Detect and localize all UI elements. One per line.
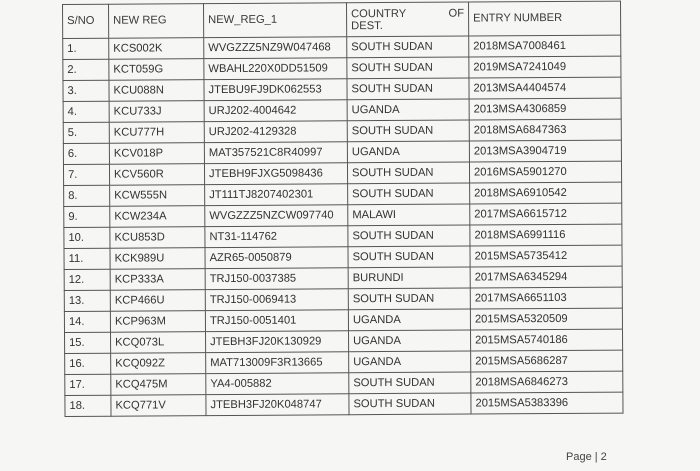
header-new-reg: NEW REG <box>109 4 204 39</box>
cell-country: UGANDA <box>348 309 470 331</box>
cell-new-reg: KCQ073L <box>111 332 206 354</box>
cell-new-reg-1: JTEBH3FJ20K048747 <box>206 394 349 416</box>
cell-country: SOUTH SUDAN <box>347 36 469 58</box>
cell-sno: 4. <box>63 101 109 122</box>
cell-sno: 2. <box>63 59 109 80</box>
cell-new-reg: KCU853D <box>110 227 205 249</box>
header-of-word: OF <box>448 7 465 20</box>
cell-new-reg: KCQ475M <box>111 374 206 396</box>
cell-new-reg-1: YA4-005882 <box>206 373 349 395</box>
cell-entry-number: 2015MSA5740186 <box>470 329 622 351</box>
cell-entry-number: 2017MSA6651103 <box>470 287 622 309</box>
cell-new-reg: KCU777H <box>109 122 204 144</box>
cell-new-reg-1: WBAHL220X0DD51509 <box>204 58 347 80</box>
cell-entry-number: 2018MSA6991116 <box>470 224 622 246</box>
cell-new-reg-1: JT111TJ8207402301 <box>205 184 348 206</box>
cell-sno: 6. <box>63 143 109 164</box>
cell-new-reg-1: WVGZZZ5NZ9W047468 <box>204 37 347 59</box>
cell-sno: 15. <box>65 332 111 353</box>
cell-new-reg-1: TRJ150-0051401 <box>205 310 348 332</box>
cell-sno: 12. <box>64 269 110 290</box>
cell-country: SOUTH SUDAN <box>347 120 469 142</box>
cell-country: SOUTH SUDAN <box>347 162 469 184</box>
cell-new-reg: KCQ771V <box>111 395 206 417</box>
cell-sno: 16. <box>65 353 111 374</box>
cell-new-reg: KCP333A <box>110 269 205 291</box>
header-new-reg-1: NEW_REG_1 <box>204 3 347 38</box>
cell-new-reg: KCV560R <box>109 164 204 186</box>
cell-new-reg-1: URJ202-4004642 <box>204 100 347 122</box>
cell-entry-number: 2015MSA5320509 <box>470 308 622 330</box>
cell-entry-number: 2015MSA5686287 <box>471 350 623 372</box>
cell-country: UGANDA <box>347 141 469 163</box>
cell-new-reg-1: JTEBU9FJ9DK062553 <box>204 79 347 101</box>
cell-new-reg: KCP963M <box>110 311 205 333</box>
header-dest-word: DEST. <box>351 19 383 32</box>
cell-country: BURUNDI <box>348 267 470 289</box>
cell-country: MALAWI <box>348 204 470 226</box>
cell-sno: 10. <box>64 227 110 248</box>
cell-new-reg: KCK989U <box>110 248 205 270</box>
cell-sno: 18. <box>65 395 111 416</box>
cell-sno: 3. <box>63 80 109 101</box>
cell-country: UGANDA <box>347 99 469 121</box>
table-header-row <box>63 1 621 38</box>
cell-new-reg-1: TRJ150-0037385 <box>205 268 348 290</box>
cell-entry-number: 2017MSA6615712 <box>470 203 622 225</box>
cell-new-reg: KCW555N <box>110 185 205 207</box>
cell-new-reg: KCP466U <box>110 290 205 312</box>
cell-new-reg: KCU088N <box>109 80 204 102</box>
table-body <box>63 35 623 416</box>
cell-new-reg-1: JTEBH9FJXG5098436 <box>204 163 347 185</box>
page-number: Page | 2 <box>566 451 607 463</box>
cell-new-reg-1: AZR65-0050879 <box>205 247 348 269</box>
cell-country: SOUTH SUDAN <box>347 57 469 79</box>
cell-entry-number: 2018MSA7008461 <box>469 35 621 57</box>
cell-country: SOUTH SUDAN <box>348 246 470 268</box>
cell-new-reg-1: WVGZZZ5NZCW097740 <box>205 205 348 227</box>
cell-new-reg-1: NT31-114762 <box>205 226 348 248</box>
header-sno: S/NO <box>63 4 109 38</box>
cell-country: SOUTH SUDAN <box>349 372 471 394</box>
cell-new-reg-1: MAT357521C8R40997 <box>204 142 347 164</box>
cell-new-reg-1: JTEBH3FJ20K130929 <box>206 331 349 353</box>
cell-country: UGANDA <box>349 351 471 373</box>
cell-new-reg-1: MAT713009F3R13665 <box>206 352 349 374</box>
header-country-of-dest <box>346 2 468 37</box>
cell-entry-number: 2015MSA5383396 <box>471 392 623 414</box>
cell-sno: 17. <box>65 374 111 395</box>
cell-new-reg-1: TRJ150-0069413 <box>205 289 348 311</box>
cell-entry-number: 2016MSA5901270 <box>469 161 621 183</box>
cell-entry-number: 2015MSA5735412 <box>470 245 622 267</box>
cell-new-reg: KCQ092Z <box>111 353 206 375</box>
cell-entry-number: 2013MSA4404574 <box>469 77 621 99</box>
registration-table <box>62 1 624 417</box>
cell-new-reg: KCS002K <box>109 38 204 60</box>
cell-country: SOUTH SUDAN <box>348 225 470 247</box>
cell-country: SOUTH SUDAN <box>348 288 470 310</box>
cell-country: SOUTH SUDAN <box>347 78 469 100</box>
cell-sno: 1. <box>63 38 109 59</box>
cell-entry-number: 2013MSA3904719 <box>469 140 621 162</box>
cell-entry-number: 2017MSA6345294 <box>470 266 622 288</box>
header-entry-number: ENTRY NUMBER <box>468 1 620 36</box>
cell-entry-number: 2018MSA6846273 <box>471 371 623 393</box>
cell-new-reg: KCW234A <box>110 206 205 228</box>
cell-country: SOUTH SUDAN <box>349 393 471 415</box>
cell-entry-number: 2013MSA4306859 <box>469 98 621 120</box>
cell-sno: 8. <box>64 185 110 206</box>
cell-new-reg-1: URJ202-4129328 <box>204 121 347 143</box>
cell-sno: 13. <box>64 290 110 311</box>
cell-country: UGANDA <box>349 330 471 352</box>
header-country-word: COUNTRY <box>351 7 407 20</box>
cell-new-reg: KCV018P <box>109 143 204 165</box>
cell-entry-number: 2018MSA6847363 <box>469 119 621 141</box>
cell-entry-number: 2018MSA6910542 <box>470 182 622 204</box>
cell-sno: 14. <box>64 311 110 332</box>
cell-entry-number: 2019MSA7241049 <box>469 56 621 78</box>
cell-sno: 5. <box>63 122 109 143</box>
table-row <box>65 392 623 416</box>
cell-sno: 9. <box>64 206 110 227</box>
cell-sno: 11. <box>64 248 110 269</box>
cell-new-reg: KCT059G <box>109 59 204 81</box>
cell-new-reg: KCU733J <box>109 101 204 123</box>
cell-country: SOUTH SUDAN <box>348 183 470 205</box>
cell-sno: 7. <box>63 164 109 185</box>
